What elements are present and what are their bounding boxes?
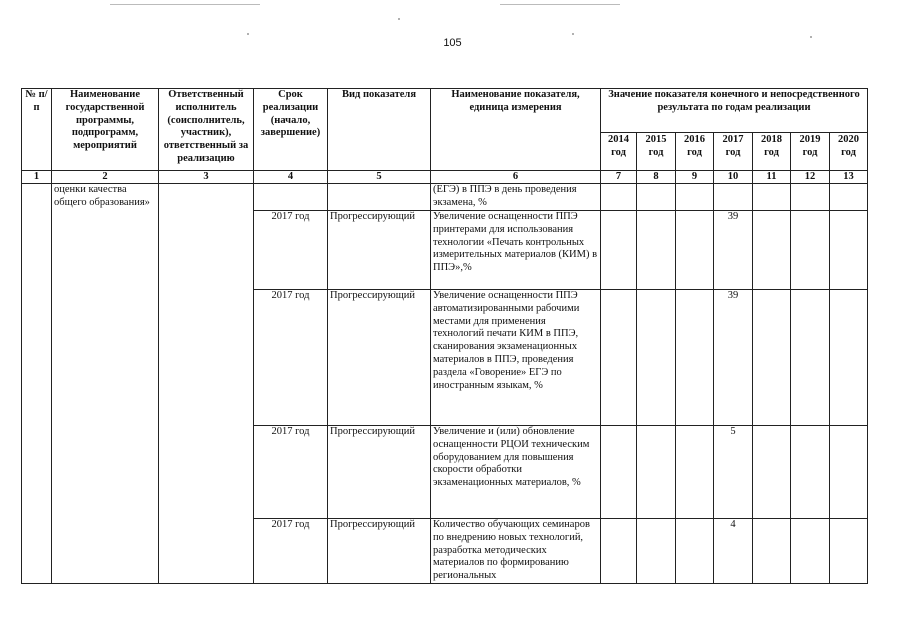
cell-value-2017: 39	[714, 290, 753, 426]
cell-value-2015	[637, 519, 676, 584]
cell-value-2014	[601, 519, 637, 584]
cell-term: 2017 год	[254, 290, 328, 426]
scan-speck	[572, 33, 574, 35]
scan-artifact-line	[110, 4, 260, 5]
scan-speck	[247, 33, 249, 35]
cell-value-2016	[676, 519, 714, 584]
cell-value-2019	[791, 290, 830, 426]
cell-value-2019	[791, 519, 830, 584]
column-number: 2	[52, 171, 159, 184]
header-year: 2014 год	[601, 133, 637, 171]
column-number: 10	[714, 171, 753, 184]
cell-indicator-name: Увеличение и (или) обновление оснащенности РЦОИ техническим оборудованием для повышения скорости обработки экзаменационных материалов, %	[431, 426, 601, 519]
cell-term: 2017 год	[254, 519, 328, 584]
cell-value-2017: 39	[714, 211, 753, 290]
scan-speck	[810, 36, 812, 38]
cell-value-2018	[753, 426, 791, 519]
cell-value-2015	[637, 426, 676, 519]
header-year: 2015 год	[637, 133, 676, 171]
cell-value-2014	[601, 184, 637, 211]
cell-value-2020	[830, 184, 868, 211]
column-number: 11	[753, 171, 791, 184]
column-number: 8	[637, 171, 676, 184]
header-values-group: Значение показателя конечного и непосредственного результата по годам реализации	[601, 89, 868, 133]
cell-value-2015	[637, 290, 676, 426]
cell-indicator-type: Прогрессирующий	[328, 211, 431, 290]
column-number: 3	[159, 171, 254, 184]
header-program-name: Наименование государственной программы, подпрограмм, мероприятий	[52, 89, 159, 171]
cell-value-2020	[830, 519, 868, 584]
cell-indicator-name: Количество обучающих семинаров по внедрению новых технологий, разработка методических материалов по формированию региональных	[431, 519, 601, 584]
header-indicator-name: Наименование показателя, единица измерения	[431, 89, 601, 171]
cell-program-name: оценки качества общего образования»	[52, 184, 159, 584]
cell-value-2014	[601, 211, 637, 290]
column-number: 7	[601, 171, 637, 184]
cell-indicator-type: Прогрессирующий	[328, 426, 431, 519]
cell-value-2016	[676, 290, 714, 426]
header-num: № п/п	[22, 89, 52, 171]
cell-num	[22, 184, 52, 584]
cell-indicator-type	[328, 184, 431, 211]
indicators-table	[21, 88, 868, 584]
cell-value-2020	[830, 211, 868, 290]
cell-value-2014	[601, 290, 637, 426]
cell-value-2017: 5	[714, 426, 753, 519]
cell-indicator-type: Прогрессирующий	[328, 290, 431, 426]
column-number: 13	[830, 171, 868, 184]
cell-indicator-name: Увеличение оснащенности ППЭ принтерами для использования технологии «Печать контрольных измерительных материалов (КИМ) в ППЭ»,%	[431, 211, 601, 290]
cell-indicator-type: Прогрессирующий	[328, 519, 431, 584]
cell-value-2016	[676, 426, 714, 519]
cell-value-2018	[753, 519, 791, 584]
column-number: 5	[328, 171, 431, 184]
cell-responsible	[159, 184, 254, 584]
header-term: Срок реализации (начало, завершение)	[254, 89, 328, 171]
cell-value-2016	[676, 184, 714, 211]
cell-value-2018	[753, 211, 791, 290]
cell-value-2018	[753, 290, 791, 426]
cell-value-2017	[714, 184, 753, 211]
header-year: 2019 год	[791, 133, 830, 171]
cell-value-2015	[637, 211, 676, 290]
column-number: 4	[254, 171, 328, 184]
column-number: 12	[791, 171, 830, 184]
page-number: 105	[443, 37, 462, 49]
table-row	[22, 184, 868, 211]
scan-artifact-line	[500, 4, 620, 5]
cell-value-2019	[791, 211, 830, 290]
cell-value-2020	[830, 290, 868, 426]
header-responsible: Ответственный исполнитель (соисполнитель, участник), ответственный за реализацию	[159, 89, 254, 171]
cell-indicator-name: Увеличение оснащенности ППЭ автоматизированными рабочими местами для применения технологий печати КИМ в ППЭ, сканирования экзаменационных материалов в ППЭ, проведения раздела «Говорение» ЕГЭ по иностранным языкам, %	[431, 290, 601, 426]
cell-value-2017: 4	[714, 519, 753, 584]
column-number: 6	[431, 171, 601, 184]
header-year: 2020 год	[830, 133, 868, 171]
header-indicator-type: Вид показателя	[328, 89, 431, 171]
cell-value-2018	[753, 184, 791, 211]
cell-term: 2017 год	[254, 211, 328, 290]
cell-indicator-name: (ЕГЭ) в ППЭ в день проведения экзамена, %	[431, 184, 601, 211]
column-number: 1	[22, 171, 52, 184]
cell-value-2015	[637, 184, 676, 211]
cell-term	[254, 184, 328, 211]
header-year: 2017 год	[714, 133, 753, 171]
cell-term: 2017 год	[254, 426, 328, 519]
header-year: 2016 год	[676, 133, 714, 171]
cell-value-2016	[676, 211, 714, 290]
cell-value-2020	[830, 426, 868, 519]
cell-value-2019	[791, 184, 830, 211]
column-number: 9	[676, 171, 714, 184]
scan-speck	[398, 18, 400, 20]
header-year: 2018 год	[753, 133, 791, 171]
cell-value-2019	[791, 426, 830, 519]
cell-value-2014	[601, 426, 637, 519]
